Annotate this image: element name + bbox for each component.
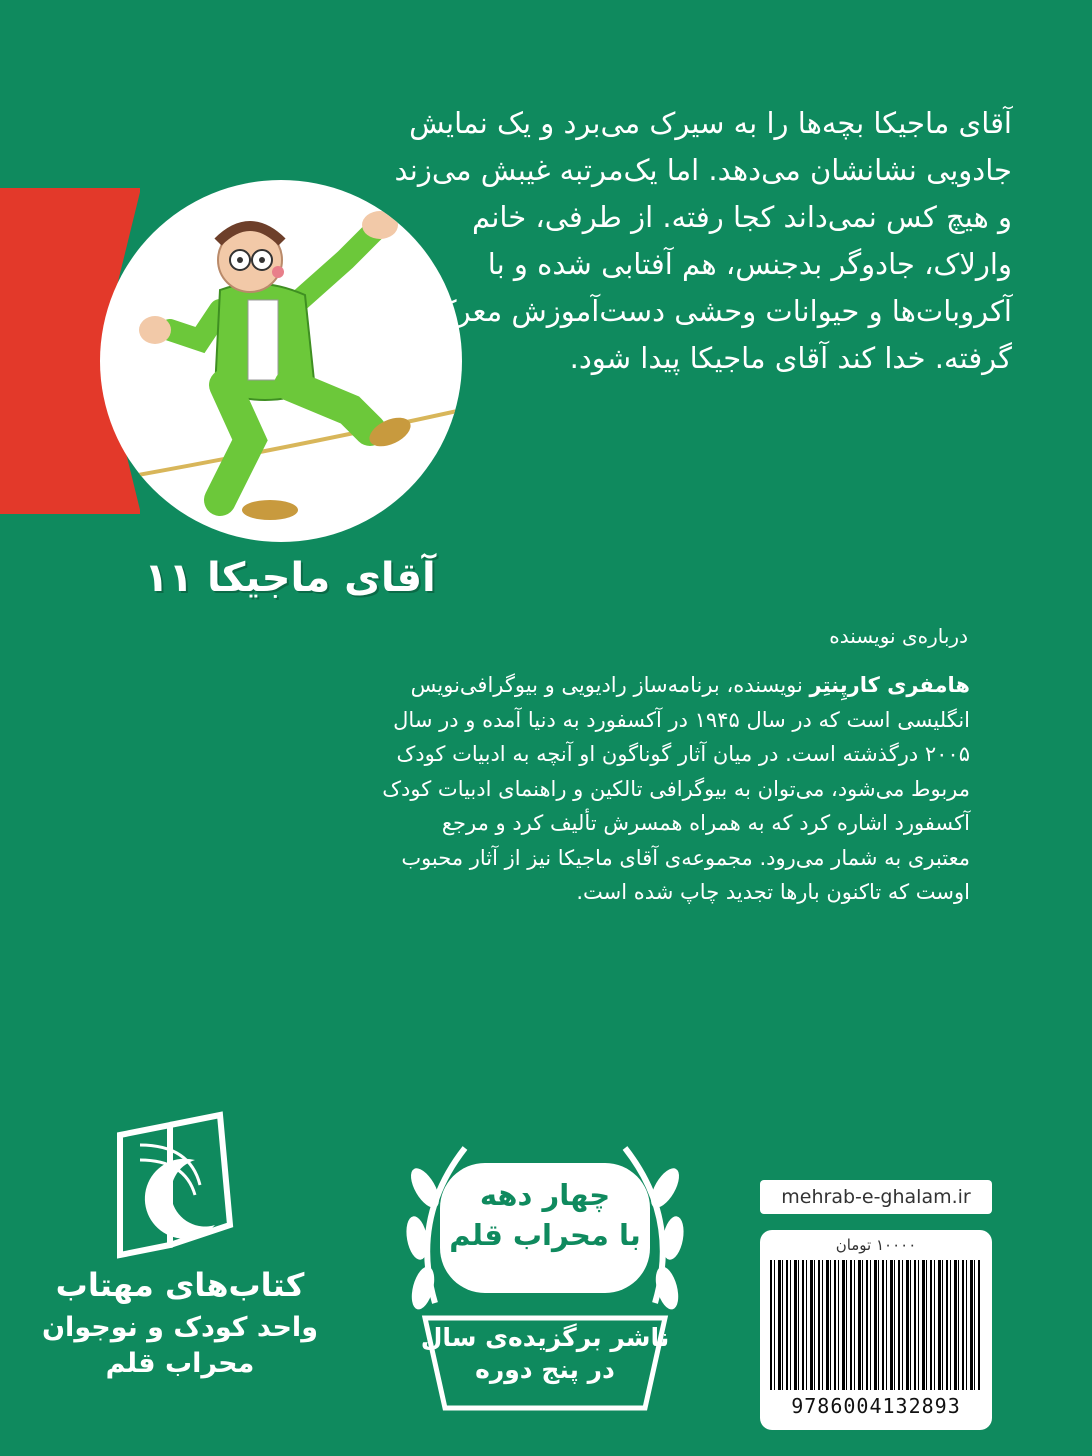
badge-bottom-line2: در پنج دوره (475, 1355, 615, 1384)
about-author-heading: درباره‌ی نویسنده (829, 624, 968, 648)
badge-bottom-text (420, 1322, 670, 1386)
publisher-unit-line1: واحد کودک و نوجوان (42, 1312, 318, 1343)
isbn-number: 9786004132893 (791, 1394, 961, 1418)
blurb-text: آقای ماجیکا بچه‌ها را به سیرک می‌برد و یک نمایش جادویی نشانشان می‌دهد. اما یک‌مرتبه غیبش می‌زند و هیچ کس نمی‌داند کجا رفته. از طرفی، خانم وارلاک، جادوگر بدجنس، هم آفتابی شده و با آکروبات‌ها و حیوانات وحشی دست‌آموزش معرکه گرفته. خدا کند آقای ماجیکا پیدا شود. (394, 106, 1012, 375)
publisher-unit-line2: محراب قلم (105, 1348, 255, 1379)
book-crescent-logo (100, 1105, 260, 1265)
barcode (770, 1260, 982, 1390)
publisher-website: mehrab-e-ghalam.ir (760, 1180, 992, 1214)
series-title: آقای ماجیکا ۱۱ (144, 555, 436, 601)
publisher-unit (40, 1310, 320, 1382)
badge-top-line1: چهار دهه (479, 1178, 611, 1212)
price-barcode-box (760, 1230, 992, 1430)
price-label: ۱۰۰۰۰ تومان (835, 1236, 917, 1254)
publisher-brand: کتاب‌های مهتاب (55, 1266, 305, 1304)
author-bio: نویسنده، برنامه‌ساز رادیویی و بیوگرافی‌نویس انگلیسی است که در سال ۱۹۴۵ در آکسفورد به دنیا آمده و در سال ۲۰۰۵ درگذشته است. در میان آثار گوناگون او آنچه به ادبیات کودک مربوط می‌شود، می‌توان به بیوگرافی تالکین و راهنمای ادبیات کودک آکسفورد اشاره کرد که به همراه همسرش تألیف کرد و مرجع معتبری به شمار می‌رود. مجموعه‌ی آقای ماجیکا نیز از آثار محبوب اوست که تاکنون بارها تجدید چاپ شده است. (382, 673, 970, 904)
about-author-text (380, 668, 970, 910)
author-name: هامفری کارپِنتِر (809, 673, 970, 697)
badge-top-line2: با محراب قلم (449, 1218, 641, 1252)
badge-bottom-line1: ناشر برگزیده‌ی سال (420, 1323, 670, 1352)
badge-top-text (435, 1175, 655, 1255)
